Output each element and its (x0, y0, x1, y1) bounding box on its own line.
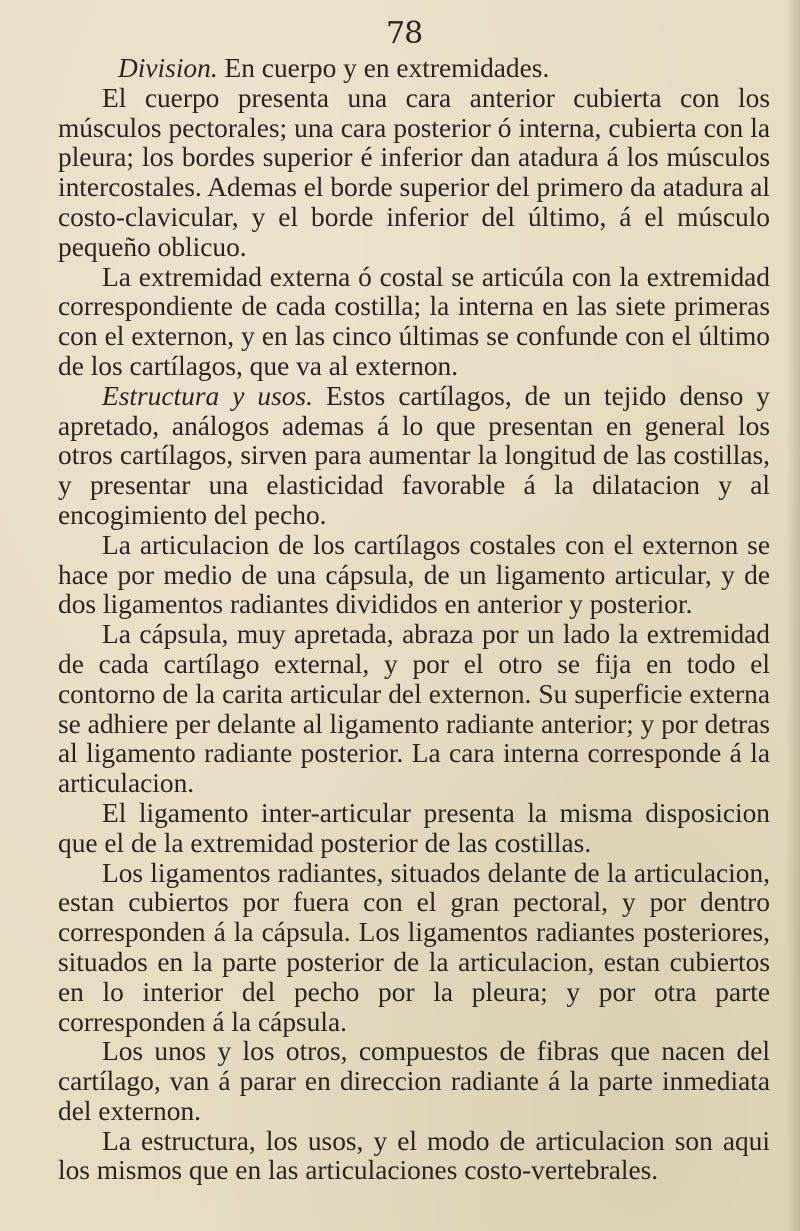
paragraph (58, 620, 770, 799)
paragraph (58, 263, 770, 382)
paragraph-division (58, 54, 770, 84)
paragraph-text: El cuerpo presenta una cara anterior cubierta con los músculos pectorales; una cara posterior ó interna, cubierta con la pleura; los bordes superior é inferior dan atadura á los músculos intercostales. Ademas el borde superior del primero da atadura al costo-clavicular, y el borde inferior del último, á el músculo pequeño oblicuo. (58, 82, 770, 262)
paragraph-text: La estructura, los usos, y el modo de articulacion son aqui los mismos que en las articulaciones costo-vertebrales. (58, 1125, 770, 1186)
body-text (58, 54, 770, 1186)
paragraph-text: Los unos y los otros, compuestos de fibras que nacen del cartílago, van á parar en direccion radiante á la parte inmediata del externon. (58, 1036, 770, 1126)
page-edge-shadow (786, 0, 800, 1231)
section-title-division: Division. (118, 53, 218, 83)
paragraph-text: Los ligamentos radiantes, situados delante de la articulacion, estan cubiertos por fuera con el gran pectoral, y por dentro corresponden á la cápsula. Los ligamentos radiantes posteriores, situados en la parte posterior de la articulacion, estan cubiertos en lo interior del pecho por la pleura; y por otra parte corresponden á la cápsula. (58, 857, 770, 1037)
paragraph (58, 531, 770, 620)
paragraph (58, 1037, 770, 1126)
section-title-estructura: Estructura y usos. (102, 380, 313, 411)
page-number: 78 (386, 16, 423, 51)
paragraph (58, 84, 770, 263)
paragraph-text: La extremidad externa ó costal se articúla con la extremidad correspondiente de cada costilla; la interna en las siete primeras con el externon, y en las cinco últimas se confunde con el último de los cartílagos, que va al externon. (58, 261, 770, 381)
paragraph-text: En cuerpo y en extremidades. (224, 53, 550, 83)
paragraph-text: La articulacion de los cartílagos costales con el externon se hace por medio de una cápsula, de un ligamento articular, y de dos ligamentos radiantes divididos en anterior y posterior. (58, 529, 770, 620)
paragraph (58, 1127, 770, 1187)
paragraph (58, 799, 770, 859)
paragraph-text: La cápsula, muy apretada, abraza por un lado la extremidad de cada cartílago external, y por el otro se fija en todo el contorno de la carita articular del externon. Su superficie externa se adhiere per delante al ligamento radiante anterior; y por detras al ligamento radiante posterior. La cara interna corresponde á la articulacion. (58, 619, 770, 799)
paragraph-text: Estos cartílagos, de un tejido denso y apretado, análogos ademas á lo que presentan en general los otros cartílagos, sirven para aumentar la longitud de las costillas, y presentar una elasticidad favorable á la dilatacion y al encogimiento del pecho. (58, 380, 770, 530)
paragraph-estructura (58, 382, 770, 531)
paragraph (58, 859, 770, 1038)
paragraph-text: El ligamento inter-articular presenta la misma disposicion que el de la extremidad posterior de las costillas. (58, 797, 770, 858)
